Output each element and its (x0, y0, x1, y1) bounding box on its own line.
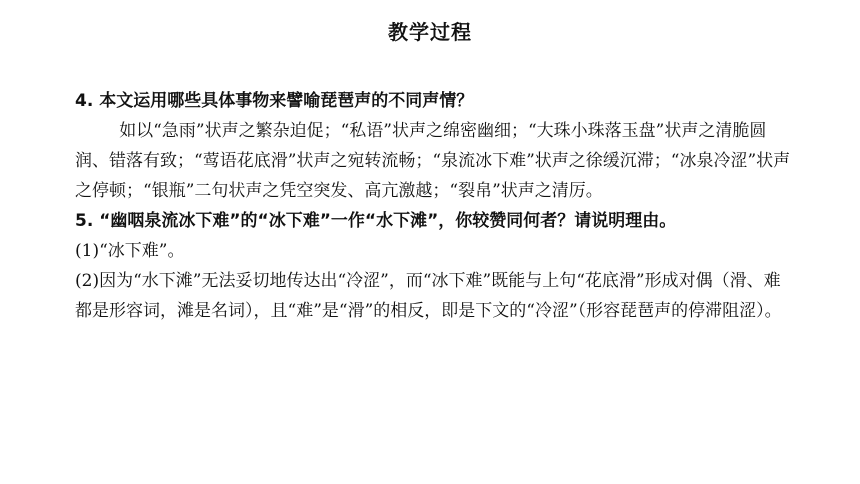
answer-5-part-2: (2)因为“水下滩”无法妥切地传达出“冷涩”，而“冰下难”既能与上句“花底滑”形成对偶（滑、难都是形容词，滩是名词），且“难”是“滑”的相反，即是下文的“冷涩”（形容琵琶声的停滞阻涩）。 (75, 271, 782, 321)
question-4: 4. 本文运用哪些具体事物来譬喻琵琶声的不同声情？ (75, 91, 474, 111)
content-body (75, 86, 795, 326)
question-5: 5. “幽咽泉流冰下难”的“冰下难”一作“水下滩”，你较赞同何者？请说明理由。 (75, 211, 677, 231)
answer-5-part-1: (1)“冰下难”。 (75, 241, 185, 261)
slide-title: 教学过程 (388, 20, 472, 44)
answer-4: 如以“急雨”状声之繁杂迫促；“私语”状声之绵密幽细；“大珠小珠落玉盘”状声之清脆圆润、错落有致；“莺语花底滑”状声之宛转流畅；“泉流冰下难”状声之徐缓沉滞；“冰泉冷涩”状声之停顿；“银瓶”二句状声之凭空突发、高亢激越；“裂帛”状声之清厉。 (75, 121, 791, 201)
